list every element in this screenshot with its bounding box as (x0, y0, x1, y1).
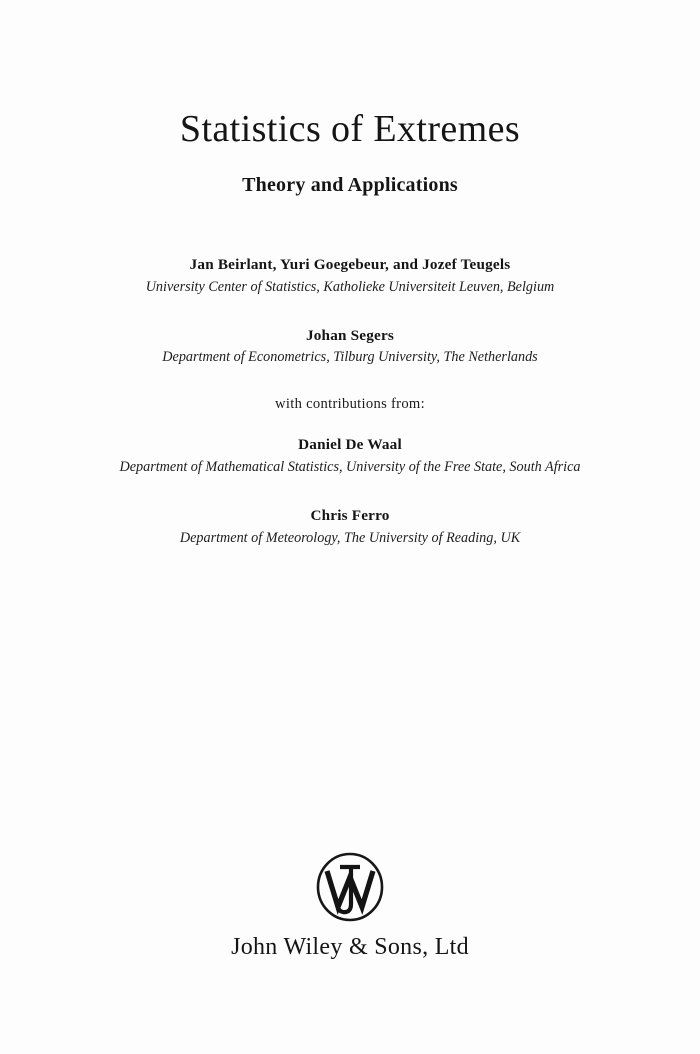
contributor-names: Daniel De Waal (298, 436, 402, 454)
contributor-affiliation: Department of Mathematical Statistics, University of the Free State, South Africa (119, 458, 581, 475)
contributor-group-de-waal (70, 435, 630, 477)
page-title: Statistics of Extremes (179, 108, 521, 150)
author-group-secondary (70, 326, 630, 368)
publisher-name: John Wiley & Sons, Ltd (231, 934, 469, 960)
contributor-group-ferro (70, 506, 630, 548)
contributor-names: Chris Ferro (310, 507, 390, 525)
page-subtitle: Theory and Applications (242, 173, 458, 196)
author-names: Johan Segers (305, 326, 395, 344)
author-group-primary (70, 255, 630, 297)
title-block (0, 108, 700, 197)
contributor-affiliation: Department of Meteorology, The University of Reading, UK (179, 529, 521, 546)
author-affiliation: University Center of Statistics, Katholieke Universiteit Leuven, Belgium (145, 278, 555, 295)
publisher-block (0, 852, 700, 961)
author-affiliation: Department of Econometrics, Tilburg University, The Netherlands (162, 349, 538, 366)
authors-block (70, 255, 630, 568)
author-names: Jan Beirlant, Yuri Goegebeur, and Jozef Teugels (189, 256, 511, 273)
contributions-note: with contributions from: (275, 396, 425, 413)
wiley-jw-monogram-logo (313, 852, 387, 922)
